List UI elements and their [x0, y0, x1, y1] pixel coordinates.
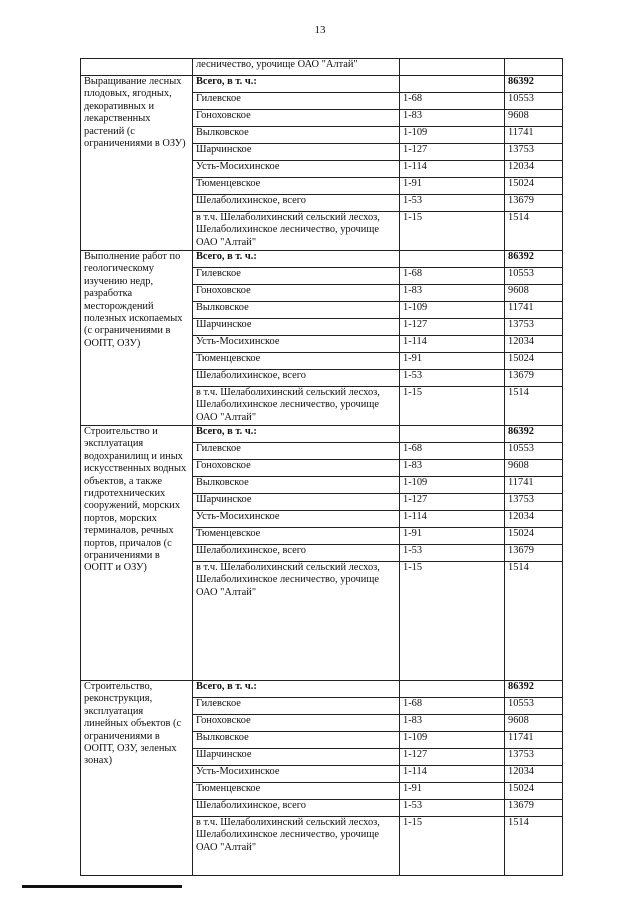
area-ha: 10553: [505, 268, 563, 285]
quarter-numbers: 1-83: [400, 285, 505, 302]
forestry-name: Шелаболихинское, всего: [193, 195, 400, 212]
activity-type-cell: Выполнение работ по геологическому изучению недр, разработка месторождений полезных ископаемых (с ограничениями в ООПТ, ОЗУ): [81, 251, 193, 426]
quarter-numbers: 1-114: [400, 336, 505, 353]
area-ha: 15024: [505, 178, 563, 195]
forestry-name: Вылковское: [193, 127, 400, 144]
quarter-numbers: 1-15: [400, 817, 505, 876]
quarter-numbers: 1-114: [400, 161, 505, 178]
forestry-name: Гилевское: [193, 268, 400, 285]
section-total-row: [81, 681, 563, 698]
quarter-numbers: 1-127: [400, 319, 505, 336]
forestry-name: Шарчинское: [193, 319, 400, 336]
area-ha: 13679: [505, 195, 563, 212]
activity-type-cell: Выращивание лесных плодовых, ягодных, декоративных и лекарственных растений (с ограничениями в ОЗУ): [81, 76, 193, 251]
quarter-numbers: 1-68: [400, 268, 505, 285]
total-label: Всего, в т. ч.:: [193, 681, 400, 698]
quarter-numbers: 1-15: [400, 387, 505, 426]
area-ha: 11741: [505, 127, 563, 144]
quarter-numbers: 1-109: [400, 477, 505, 494]
quarter-numbers: 1-53: [400, 370, 505, 387]
total-label: Всего, в т. ч.:: [193, 251, 400, 268]
quarter-numbers: 1-109: [400, 732, 505, 749]
total-area: 86392: [505, 681, 563, 698]
forestry-name: Тюменцевское: [193, 528, 400, 545]
forestry-name: в т.ч. Шелаболихинский сельский лесхоз, Шелаболихинское лесничество, урочище ОАО "Алтай": [193, 562, 400, 681]
quarter-numbers: 1-91: [400, 528, 505, 545]
area-ha: 13753: [505, 319, 563, 336]
quarter-numbers: 1-114: [400, 766, 505, 783]
area-ha: 13753: [505, 144, 563, 161]
forestry-name: Вылковское: [193, 302, 400, 319]
area-ha: 13753: [505, 749, 563, 766]
forestry-name: Гоноховское: [193, 715, 400, 732]
forestry-name: Усть-Мосихинское: [193, 511, 400, 528]
page-number: 13: [314, 24, 326, 36]
area-ha: 13753: [505, 494, 563, 511]
forestry-name: в т.ч. Шелаболихинский сельский лесхоз, Шелаболихинское лесничество, урочище ОАО "Алтай": [193, 212, 400, 251]
total-label: Всего, в т. ч.:: [193, 426, 400, 443]
quarter-numbers: 1-127: [400, 749, 505, 766]
forestry-name: Шарчинское: [193, 144, 400, 161]
forestry-name: в т.ч. Шелаболихинский сельский лесхоз, Шелаболихинское лесничество, урочище ОАО "Алтай": [193, 817, 400, 876]
forestry-name: Тюменцевское: [193, 178, 400, 195]
activity-type-cell: Строительство, реконструкция, эксплуатация линейных объектов (с ограничениями в ООПТ, ОЗУ, зеленых зонах): [81, 681, 193, 876]
quarter-numbers: 1-53: [400, 195, 505, 212]
quarter-numbers: 1-83: [400, 460, 505, 477]
forestry-name: Вылковское: [193, 732, 400, 749]
quarter-numbers: 1-109: [400, 302, 505, 319]
area-ha: 1514: [505, 562, 563, 681]
forestry-name: Усть-Мосихинское: [193, 161, 400, 178]
forestry-name: Вылковское: [193, 477, 400, 494]
area-ha: 10553: [505, 93, 563, 110]
forestry-name: Шелаболихинское, всего: [193, 800, 400, 817]
section-total-row: [81, 76, 563, 93]
continuation-text: лесничество, урочище ОАО "Алтай": [193, 59, 400, 76]
area-ha: 12034: [505, 511, 563, 528]
area-ha: 10553: [505, 443, 563, 460]
forestry-name: Тюменцевское: [193, 353, 400, 370]
quarter-numbers: 1-127: [400, 494, 505, 511]
forestry-name: Гоноховское: [193, 285, 400, 302]
continuation-row: [81, 59, 563, 76]
forestry-name: Усть-Мосихинское: [193, 336, 400, 353]
area-ha: 9608: [505, 715, 563, 732]
area-ha: 1514: [505, 212, 563, 251]
area-ha: 10553: [505, 698, 563, 715]
forestry-name: Гилевское: [193, 443, 400, 460]
forestry-name: Шарчинское: [193, 494, 400, 511]
forestry-name: Шарчинское: [193, 749, 400, 766]
area-ha: 13679: [505, 800, 563, 817]
area-ha: 1514: [505, 817, 563, 876]
area-ha: 15024: [505, 528, 563, 545]
area-ha: 12034: [505, 766, 563, 783]
quarter-numbers: 1-127: [400, 144, 505, 161]
quarter-numbers: 1-53: [400, 545, 505, 562]
forestry-name: Шелаболихинское, всего: [193, 545, 400, 562]
area-ha: 1514: [505, 387, 563, 426]
quarter-numbers: 1-91: [400, 353, 505, 370]
forestry-name: Гилевское: [193, 698, 400, 715]
area-ha: 11741: [505, 732, 563, 749]
forestry-name: Тюменцевское: [193, 783, 400, 800]
area-ha: 11741: [505, 302, 563, 319]
quarter-numbers: 1-15: [400, 212, 505, 251]
section-total-row: [81, 251, 563, 268]
forestry-name: Шелаболихинское, всего: [193, 370, 400, 387]
area-ha: 12034: [505, 336, 563, 353]
area-ha: 13679: [505, 545, 563, 562]
quarter-numbers: 1-91: [400, 783, 505, 800]
total-area: 86392: [505, 251, 563, 268]
table-body: [81, 59, 563, 876]
quarter-numbers: 1-114: [400, 511, 505, 528]
total-label: Всего, в т. ч.:: [193, 76, 400, 93]
quarter-numbers: 1-68: [400, 93, 505, 110]
quarter-numbers: 1-109: [400, 127, 505, 144]
forestry-name: в т.ч. Шелаболихинский сельский лесхоз, Шелаболихинское лесничество, урочище ОАО "Алтай": [193, 387, 400, 426]
total-area: 86392: [505, 426, 563, 443]
area-ha: 9608: [505, 110, 563, 127]
total-area: 86392: [505, 76, 563, 93]
area-ha: 13679: [505, 370, 563, 387]
area-ha: 15024: [505, 783, 563, 800]
footer-rule: [22, 885, 182, 888]
area-ha: 9608: [505, 460, 563, 477]
forestry-name: Гоноховское: [193, 110, 400, 127]
quarter-numbers: 1-83: [400, 715, 505, 732]
area-ha: 9608: [505, 285, 563, 302]
section-total-row: [81, 426, 563, 443]
forestry-name: Гоноховское: [193, 460, 400, 477]
quarter-numbers: 1-68: [400, 443, 505, 460]
quarter-numbers: 1-53: [400, 800, 505, 817]
area-ha: 11741: [505, 477, 563, 494]
forestry-name: Гилевское: [193, 93, 400, 110]
forest-use-table: [80, 58, 563, 876]
activity-type-cell: Строительство и эксплуатация водохранилищ и иных искусственных водных объектов, а также гидротехнических сооружений, морских портов, морских терминалов, речных портов, причалов (с ограничениями в ООПТ и ОЗУ): [81, 426, 193, 681]
area-ha: 12034: [505, 161, 563, 178]
quarter-numbers: 1-15: [400, 562, 505, 681]
area-ha: 15024: [505, 353, 563, 370]
quarter-numbers: 1-68: [400, 698, 505, 715]
quarter-numbers: 1-91: [400, 178, 505, 195]
forestry-name: Усть-Мосихинское: [193, 766, 400, 783]
quarter-numbers: 1-83: [400, 110, 505, 127]
